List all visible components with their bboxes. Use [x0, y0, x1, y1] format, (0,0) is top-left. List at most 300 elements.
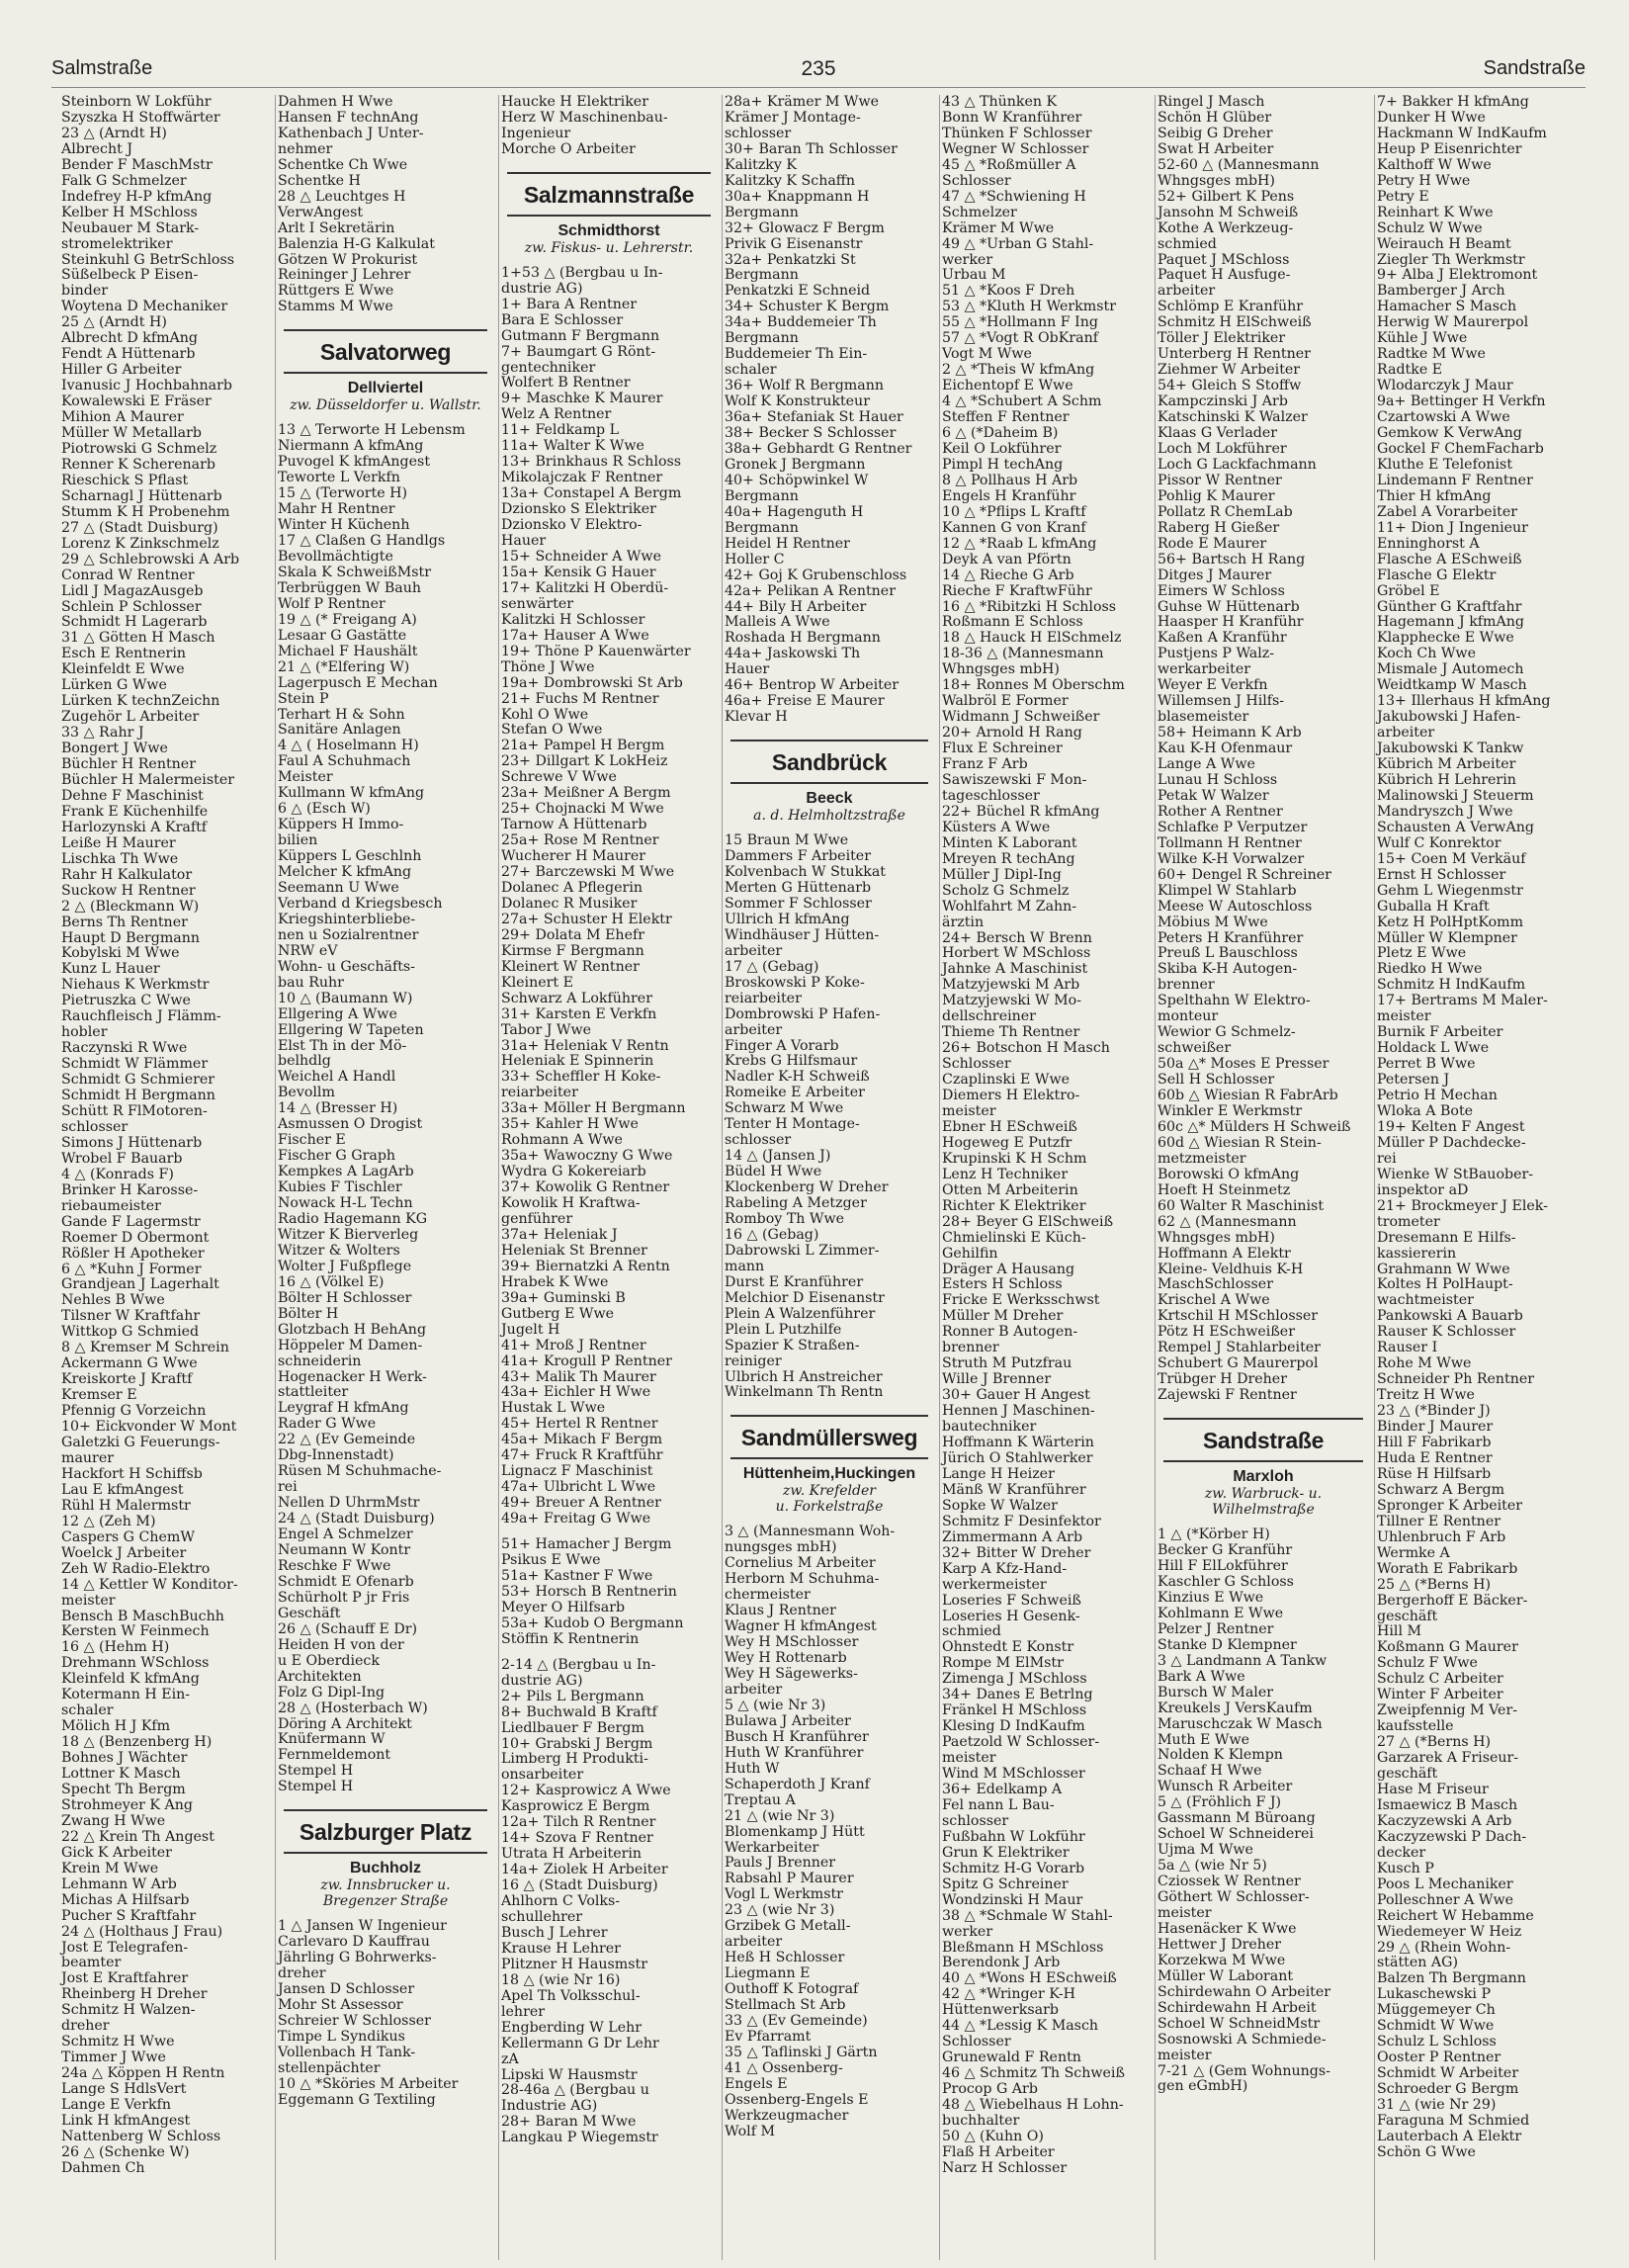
entry-line: buchhalter [942, 2114, 1020, 2129]
entry-line: Reschke F Wwe [278, 1558, 391, 1574]
entry-line: Jährling G Bohrwerks- [278, 1951, 437, 1966]
entry-line: 9a+ Bettinger H Verkfn [1377, 394, 1546, 410]
entry-line: 10 △ (Baumann W) [278, 991, 413, 1006]
entry-line: Müggemeyer Ch [1377, 2003, 1496, 2019]
entry-line: Pötz H ESchweißer [1157, 1325, 1295, 1341]
entry-line: 7+ Bakker H kfmAng [1377, 95, 1529, 110]
entry-line: 17a+ Hauser A Wwe [501, 628, 649, 644]
entry-line: Dresemann E Hilfs- [1377, 1230, 1516, 1246]
entry-line: 18 △ (wie Nr 16) [501, 1972, 621, 1988]
entry-line: Hennen J Maschinen- [942, 1404, 1095, 1420]
entry-line: 8 △ Kremser M Schrein [61, 1341, 229, 1356]
entry-line: genführer [501, 1212, 573, 1227]
entry-line: Fischer E [278, 1133, 346, 1149]
entry-line: Gröbel E [1377, 583, 1440, 599]
entry-line: Rohmann A Wwe [501, 1133, 623, 1149]
entry-line: 56+ Bartsch H Rang [1157, 552, 1306, 567]
entry-line: 9+ Maschke K Maurer [501, 392, 663, 407]
entry-line: Rühl H Malermstr [61, 1498, 191, 1514]
entry-line: dustrie AG) [501, 1673, 583, 1689]
entry-line: Klaas G Verlader [1157, 426, 1278, 442]
entry-line: 47 △ *Schwiening H [942, 189, 1086, 205]
entry-line: riebaumeister [61, 1198, 161, 1214]
entry-line: Schmidt H Lagerarb [61, 615, 208, 631]
entry-line: 7+ Baumgart G Rönt- [501, 344, 656, 360]
entry-line: Schmidt W Wwe [1377, 2019, 1495, 2035]
entry-line: Bölter H Schlosser [278, 1290, 412, 1306]
entry-line: Krein M Wwe [61, 1861, 159, 1876]
entry-line: Kalitzki H Schlosser [501, 612, 645, 628]
entry-line: Pelzer J Rentner [1157, 1621, 1274, 1637]
entry-line: Blomenkamp J Hütt [725, 1824, 865, 1840]
entry-line: 17+ Bertrams M Maler- [1377, 994, 1548, 1009]
entry-line: Meyer O Hilfsarb [501, 1600, 626, 1615]
entry-line: 4 △ ( Hoselmann H) [278, 739, 419, 754]
entry-line: dreher [278, 1966, 326, 1982]
entry-line: 50a △* Moses E Presser [1157, 1057, 1329, 1073]
entry-line: Ahlhorn C Volks- [501, 1894, 621, 1910]
entry-line: 6 △ (Esch W) [278, 802, 371, 818]
entry-line: Industrie AG) [501, 2099, 598, 2115]
entry-line: Pimpl H techAng [942, 457, 1064, 473]
entry-line: Malleis A Wwe [725, 615, 830, 631]
entry-line: Schroeder G Bergm [1377, 2082, 1519, 2098]
entry-line: 21a+ Pampel H Bergm [501, 739, 665, 754]
entry-line: Czartowski A Wwe [1377, 410, 1510, 426]
entry-line: Kirmse F Bergmann [501, 943, 644, 959]
entry-line: Riedko H Wwe [1377, 962, 1483, 978]
entry-line: Ebner H ESchweiß [942, 1119, 1077, 1135]
entry-line: Plitzner H Hausmstr [501, 1957, 647, 1972]
entry-line: Hoeft H Steinmetz [1157, 1182, 1291, 1198]
entry-line: Lau E kfmAngest [61, 1482, 184, 1498]
entry-line: senwärter [501, 596, 574, 612]
entry-line: Hoffmann A Elektr [1157, 1246, 1291, 1262]
district-name: Beeck [806, 790, 853, 808]
entry-line: 39a+ Guminski B [501, 1290, 626, 1306]
entry-line: 28a+ Krämer M Wwe [725, 95, 880, 110]
entry-line: Czaplinski E Wwe [942, 1073, 1070, 1089]
entry-line: Grzibek G Metall- [725, 1919, 851, 1935]
entry-line: Hill F Fabrikarb [1377, 1436, 1492, 1451]
entry-line: Ronner B Autogen- [942, 1325, 1078, 1341]
entry-line: Narz H Schlosser [942, 2160, 1068, 2176]
entry-line: Perret B Wwe [1377, 1057, 1476, 1073]
entry-line: Matzyjewski W Mo- [942, 994, 1081, 1009]
entry-line: Müller W Laborant [1157, 1968, 1294, 1984]
entry-line: Zimmermann A Arb [942, 1529, 1083, 1545]
entry-line: Haucke H Elektriker [501, 95, 648, 110]
entry-line: Wohlfahrt M Zahn- [942, 899, 1077, 915]
entry-line: Roemer D Obermont [61, 1230, 210, 1246]
entry-line: Lischka Th Wwe [61, 851, 179, 867]
entry-line: Loch G Lackfachmann [1157, 457, 1317, 473]
entry-line: Lesaar G Gastätte [278, 628, 407, 644]
entry-line: Krebs G Hilfsmaur [725, 1054, 858, 1070]
entry-line: Balzen Th Bergmann [1377, 1971, 1526, 1987]
entry-line: Strohmeyer K Ang [61, 1797, 194, 1813]
entry-line: Kullmann W kfmAng [278, 786, 425, 802]
entry-line: 13a+ Constapel A Bergm [501, 486, 682, 502]
entry-line: 11+ Dion J Ingenieur [1377, 520, 1528, 536]
entry-line: Raczynski R Wwe [61, 1041, 188, 1057]
entry-line: Dräger A Hausang [942, 1262, 1075, 1277]
entry-line: Süßelbeck P Eisen- [61, 268, 199, 284]
entry-line: 47+ Fruck R Kraftführ [501, 1448, 663, 1464]
entry-line: 23 △ (*Binder J) [1377, 1404, 1491, 1420]
entry-line: Schentke H [278, 173, 361, 189]
entry-line: Zajewski F Rentner [1157, 1388, 1297, 1404]
entry-line: Kampczinski J Arb [1157, 394, 1288, 410]
entry-line: Bara E Schlosser [501, 312, 624, 328]
entry-line: 19a+ Dombrowski St Arb [501, 675, 683, 691]
entry-line: brenner [1157, 978, 1215, 994]
entry-line: Welz A Rentner [501, 407, 612, 423]
entry-line: Kaczyzewski P Dach- [1377, 1829, 1527, 1845]
entry-line: Nellen D UhrmMstr [278, 1496, 420, 1512]
entry-line: Heiden H von der [278, 1637, 404, 1653]
entry-line: Gassmann M Büroang [1157, 1811, 1316, 1827]
entry-line: Liedlbauer F Bergm [501, 1720, 644, 1736]
entry-line: Franz F Arb [942, 757, 1028, 773]
entry-line: Garzarek A Friseur- [1377, 1751, 1519, 1767]
entry-line: Winter F Arbeiter [1377, 1688, 1503, 1703]
entry-line: Romeike E Arbeiter [725, 1086, 865, 1101]
street-section [276, 329, 495, 1795]
entry-line: Ketz H PolHptKomm [1377, 915, 1524, 930]
entry-line: bilien [278, 833, 318, 849]
entry-line: 41+ Mroß J Rentner [501, 1338, 646, 1353]
entry-line: Dombrowski P Hafen- [725, 1006, 881, 1022]
entry-line: Hagemann J kfmAng [1377, 615, 1524, 631]
entry-line: Neumann W Kontr [278, 1543, 411, 1559]
entry-line: Esters H Schloss [942, 1277, 1063, 1293]
entry-line: Dammers F Arbeiter [725, 849, 871, 865]
entry-line: 25a+ Rose M Rentner [501, 833, 659, 849]
entry-line: binder [61, 284, 109, 300]
street-heading: Sandmüllersweg [730, 1415, 928, 1459]
entry-line: 51a+ Kastner F Wwe [501, 1568, 653, 1584]
entry-line: Thier H kfmAng [1377, 488, 1492, 504]
entry-line: Eggemann G Textiling [278, 2092, 436, 2108]
entry-line: Albrecht D kfmAng [61, 331, 198, 347]
entry-line: Döring A Architekt [278, 1716, 412, 1732]
entry-line: Berendonk J Arb [942, 1956, 1061, 1971]
entry-line: Binder J Maurer [1377, 1420, 1494, 1436]
entry-line: Bleßmann H MSchloss [942, 1940, 1104, 1956]
entry-line: Langkau P Wiegemstr [501, 2131, 658, 2146]
entry-line: 40 △ *Wons H ESchweiß [942, 1971, 1117, 1987]
entry-line: 35 △ Taflinski J Gärtn [725, 2045, 878, 2060]
entry-line: 37+ Kowolik G Rentner [501, 1180, 670, 1196]
entry-line: 25+ Chojnacki M Wwe [501, 802, 664, 818]
entry-line: 10 △ *Pflips L Kraftf [942, 504, 1086, 520]
entry-line: 12+ Kasprowicz A Wwe [501, 1784, 671, 1799]
entry-line: Wey H Rottenarb [725, 1651, 847, 1667]
entry-line: Schirdewahn O Arbeiter [1157, 1984, 1331, 2000]
entry-line: 43+ Malik Th Maurer [501, 1369, 656, 1385]
entry-line: Müller J Dipl-Ing [942, 867, 1062, 883]
entry-line: 43a+ Eichler H Wwe [501, 1385, 651, 1401]
entry-line: Sell H Schlosser [1157, 1073, 1275, 1089]
entry-line: Zwang H Wwe [61, 1813, 166, 1829]
entry-line: meister [942, 1104, 996, 1119]
entry-line: 14 △ Rieche G Arb [942, 567, 1074, 583]
entry-line: 19 △ (* Freigang A) [278, 612, 417, 628]
entry-line: Folz G Dipl-Ing [278, 1685, 386, 1701]
entry-line: Lehmann W Arb [61, 1876, 177, 1892]
entry-line: Polleschner A Wwe [1377, 1892, 1514, 1908]
entry-line: Kleine- Veldhuis K-H [1157, 1262, 1304, 1277]
entry-line: dellschreiner [942, 1009, 1036, 1025]
entry-line: Korzekwa M Wwe [1157, 1953, 1286, 1968]
entry-line: Dahmen Ch [61, 2160, 145, 2176]
entry-line: nungsges mbH) [725, 1540, 837, 1556]
entry-line: 17+ Kalitzki H Oberdü- [501, 580, 669, 596]
entry-line: inspektor aD [1377, 1182, 1469, 1198]
street-heading: Salzburger Platz [284, 1809, 487, 1854]
street-section [499, 172, 719, 2146]
entry-line: Ulbrich H Anstreicher [725, 1369, 883, 1385]
entry-line: Elst Th in der Mö- [278, 1038, 407, 1054]
entry-line: 27a+ Schuster H Elektr [501, 912, 672, 927]
entry-line: Rahr H Kalkulator [61, 867, 193, 883]
entry-line: Richter K Elektriker [942, 1198, 1086, 1214]
entry-line: Töller J Elektriker [1157, 331, 1286, 347]
entry-line: Schmitz F Desinfektor [942, 1514, 1101, 1529]
entry-line: Ditges J Maurer [1157, 567, 1272, 583]
entry-line: Schulz F Wwe [1377, 1656, 1478, 1672]
entry-line: 49a+ Freitag G Wwe [501, 1512, 651, 1527]
header-right-street: Sandstraße [1483, 57, 1586, 79]
entry-line: Timpe L Syndikus [278, 2029, 405, 2045]
entry-line: Frank E Küchenhilfe [61, 804, 209, 820]
entry-line: Ringel J Masch [1157, 95, 1265, 110]
entry-line: meister [61, 1593, 116, 1609]
entry-line: Michael F Haushält [278, 644, 418, 659]
entry-line: Gutberg E Wwe [501, 1306, 615, 1322]
entry-line: Tarnow A Hüttenarb [501, 818, 647, 833]
entry-line: hobler [61, 1025, 108, 1041]
entry-line: u E Oberdieck [278, 1653, 380, 1669]
entry-line: Worath E Fabrikarb [1377, 1561, 1518, 1577]
entry-line: Wrobel F Bauarb [61, 1151, 183, 1167]
entry-line: belhdlg [278, 1054, 331, 1070]
street-location: zw. Fiskus- u. Lehrerstr. [524, 239, 694, 256]
entry-line: Bonn W Kranführer [942, 110, 1082, 126]
entry-line: 53a+ Kudob O Bergmann [501, 1615, 684, 1631]
entry-line: Schmidt H Bergmann [61, 1089, 215, 1104]
entry-line: Hackfort H Schiffsb [61, 1466, 203, 1482]
entry-line: 41 △ Ossenberg- [725, 2060, 843, 2076]
entry-line: 46+ Bentrop W Arbeiter [725, 678, 900, 694]
entry-line: Teworte L Verkfn [278, 471, 400, 486]
entry-line: Rheinberg H Dreher [61, 1987, 208, 2003]
entry-line: 4 △ (Konrads F) [61, 1167, 174, 1182]
entry-line: Lottner K Masch [61, 1767, 181, 1783]
entry-line: Schmidt W Flämmer [61, 1057, 209, 1073]
entry-line: onsarbeiter [501, 1768, 584, 1784]
entry-line: Wey H MSchlosser [725, 1635, 859, 1651]
entry-line: Kaßen A Kranführ [1157, 631, 1287, 647]
entry-line: Rohe M Wwe [1377, 1356, 1472, 1372]
entry-line: Kriegshinterbliebe- [278, 912, 416, 927]
entry-line: Hustak L Wwe [501, 1401, 606, 1417]
entry-line: Balenzia H-G Kalkulat [278, 236, 435, 252]
entry-line: Kalitzky K [725, 157, 798, 173]
entry-line: Kunz L Hauer [61, 962, 160, 978]
entry-line: Glotzbach H BehAng [278, 1322, 427, 1338]
entry-line: 24 △ (Holthaus J Frau) [61, 1924, 223, 1940]
entry-line: Seemann U Wwe [278, 880, 399, 896]
entry-line: Schlömp E Kranführ [1157, 300, 1304, 315]
entry-line: Heleniak E Spinnerin [501, 1054, 654, 1070]
entry-line: Schön G Wwe [1377, 2144, 1476, 2160]
entry-line: Reichert W Hebamme [1377, 1908, 1534, 1924]
entry-line: 33a+ Möller H Bergmann [501, 1101, 686, 1117]
entry-line: 29 △ Schlebrowski A Arb [61, 552, 240, 567]
street-heading: Sandbrück [730, 740, 928, 784]
entry-line: Schwarz A Lokführer [501, 991, 652, 1006]
entry-line: schlosser [942, 1813, 1009, 1829]
entry-line: Dzionsko V Elektro- [501, 518, 643, 534]
entry-line: Romboy Th Wwe [725, 1212, 845, 1227]
entry-line: Schön H Glüber [1157, 110, 1272, 126]
page-header [51, 55, 1586, 88]
entry-line: Fendt A Hüttenarb [61, 347, 196, 363]
entry-line: 16 △ (Völkel E) [278, 1274, 385, 1290]
entry-line: 36a+ Stefaniak St Hauer [725, 410, 903, 426]
entry-line: Krischel A Wwe [1157, 1293, 1270, 1309]
entry-line: Gutmann F Bergmann [501, 328, 660, 344]
entry-line: Herborn M Schuhma- [725, 1572, 880, 1588]
entry-line: Tilsner W Kraftfahr [61, 1309, 201, 1325]
entry-line: Rabsahl P Maurer [725, 1872, 854, 1887]
entry-line: schlosser [725, 1133, 792, 1149]
entry-line: schaler [725, 363, 777, 379]
entry-line: 18+ Ronnes M Oberschm [942, 678, 1125, 694]
entry-line: Loseries F Schweiß [942, 1593, 1081, 1609]
entry-line: Dabrowski L Zimmer- [725, 1243, 880, 1259]
entry-line: Simons J Hüttenarb [61, 1135, 203, 1151]
entry-line: 15 △ (Terworte H) [278, 486, 408, 502]
entry-line: Wewior G Schmelz- [1157, 1025, 1296, 1041]
entry-line: Pietruszka C Wwe [61, 994, 191, 1009]
entry-line: nehmer [278, 141, 333, 157]
entry-line: Berns Th Rentner [61, 915, 188, 930]
entry-line: Gockel F ChemFacharb [1377, 441, 1544, 457]
entry-line: Wohn- u Geschäfts- [278, 959, 415, 975]
entry-line: MaschSchlosser [1157, 1277, 1273, 1293]
entry-line: Matzyjewski M Arb [942, 978, 1080, 994]
entry-line: Klockenberg W Dreher [725, 1180, 889, 1196]
entry-line: Hauer [725, 662, 770, 678]
entry-line: Flasche G Elektr [1377, 567, 1497, 583]
entry-line: Malinowski J Steuerm [1377, 788, 1534, 804]
entry-line: reiniger [725, 1353, 782, 1369]
entry-line: Wolf K Konstrukteur [725, 394, 870, 410]
entry-line: gen eGmbH) [1157, 2079, 1248, 2095]
column-2 [275, 95, 495, 2260]
entry-line: Kathenbach J Unter- [278, 126, 424, 141]
entry-line: 1 △ (*Körber H) [1157, 1527, 1270, 1543]
entry-line: Galetzki G Feuerungs- [61, 1436, 220, 1451]
page-number: 235 [801, 57, 836, 80]
district-name: Dellviertel [347, 380, 424, 397]
entry-line: werkermeister [942, 1577, 1047, 1593]
entry-line: Lange S HdlsVert [61, 2082, 187, 2098]
entry-line: Kotermann H Ein- [61, 1688, 191, 1703]
entry-line: Holdack L Wwe [1377, 1041, 1490, 1057]
entry-line: Loch M Lokführer [1157, 441, 1287, 457]
entry-line: 51+ Hamacher J Bergm [501, 1537, 672, 1553]
entry-line: 13 △ Terworte H Lebensm [278, 423, 466, 439]
entry-line: Hüttenwerksarb [942, 2003, 1059, 2019]
entry-line: 18-36 △ (Mannesmann [942, 647, 1104, 662]
street-heading: Salvatorweg [284, 329, 487, 374]
entry-line: Rauchfleisch J Flämm- [61, 1009, 221, 1025]
entry-line: Hiller G Arbeiter [61, 363, 182, 379]
entry-line: 11+ Feldkamp L [501, 423, 620, 439]
entry-line: Lipski W Hausmstr [501, 2067, 638, 2083]
entry-line: wachtmeister [1377, 1293, 1474, 1309]
entry-line: Hamacher S Masch [1377, 300, 1517, 315]
entry-line: Minten K Laborant [942, 835, 1077, 851]
entry-line: Borowski O kfmAng [1157, 1167, 1300, 1182]
entry-line: Walbröl E Former [942, 694, 1069, 710]
entry-line: Schmidt G Schmierer [61, 1073, 215, 1089]
entry-line: Broskowski P Koke- [725, 975, 865, 991]
entry-line: Sanitäre Anlagen [278, 723, 401, 739]
entry-line: 1 △ Jansen W Ingenieur [278, 1919, 447, 1935]
entry-line: Radtke E [1377, 363, 1443, 379]
entry-line: Ziegler Th Werkmstr [1377, 252, 1525, 268]
column-7 [1374, 95, 1592, 2260]
entry-line: Wagner H kfmAngest [725, 1619, 877, 1635]
entry-line: Radtke M Wwe [1377, 347, 1486, 363]
entry-line: Penkatzki E Schneid [725, 284, 871, 300]
entry-line: Ellgering A Wwe [278, 1006, 397, 1022]
entry-line: 33+ Scheffler H Koke- [501, 1070, 661, 1086]
entry-line: 24a △ Köppen H Rentn [61, 2066, 225, 2082]
entry-line: 21 △ (wie Nr 3) [725, 1808, 835, 1824]
entry-line: Ev Pfarramt [725, 2029, 812, 2045]
entry-line: Schlafke P Verputzer [1157, 820, 1308, 835]
entry-line: Engel A Schmelzer [278, 1527, 413, 1543]
entry-line: Schlosser [942, 2035, 1011, 2050]
entry-line: Ingenieur [501, 126, 571, 141]
entry-line: Pletz E Wwe [1377, 946, 1467, 962]
entry-line: Pucher S Kraftfahr [61, 1908, 197, 1924]
entry-line: 34a+ Buddemeier Th [725, 315, 877, 331]
street-heading: Sandstraße [1163, 1418, 1363, 1462]
entry-line: 1+ Bara A Rentner [501, 297, 638, 312]
entry-line: Lenz H Techniker [942, 1167, 1069, 1182]
entry-line: Kelber H MSchloss [61, 205, 198, 220]
entry-line: Wienke W StBauober- [1377, 1167, 1534, 1182]
entry-line: Kluthe E Telefonist [1377, 457, 1513, 473]
entry-line: Schmitz H-G Vorarb [942, 1861, 1085, 1876]
entry-line: 34+ Danes E Betrlng [942, 1688, 1093, 1703]
entry-line: 53 △ *Kluth H Werkmstr [942, 300, 1116, 315]
entry-line: Kempkes A LagArb [278, 1165, 414, 1180]
entry-line: Ackermann G Wwe [61, 1356, 198, 1372]
entry-line: Witzer K Bierverleg [278, 1227, 419, 1243]
entry-line: Fernmeldemont [278, 1748, 391, 1764]
entry-line: 45+ Hertel R Rentner [501, 1417, 658, 1433]
entry-line: Bergerhoff E Bäcker- [1377, 1593, 1528, 1609]
entry-line: Kaczyzewski A Arb [1377, 1813, 1512, 1829]
